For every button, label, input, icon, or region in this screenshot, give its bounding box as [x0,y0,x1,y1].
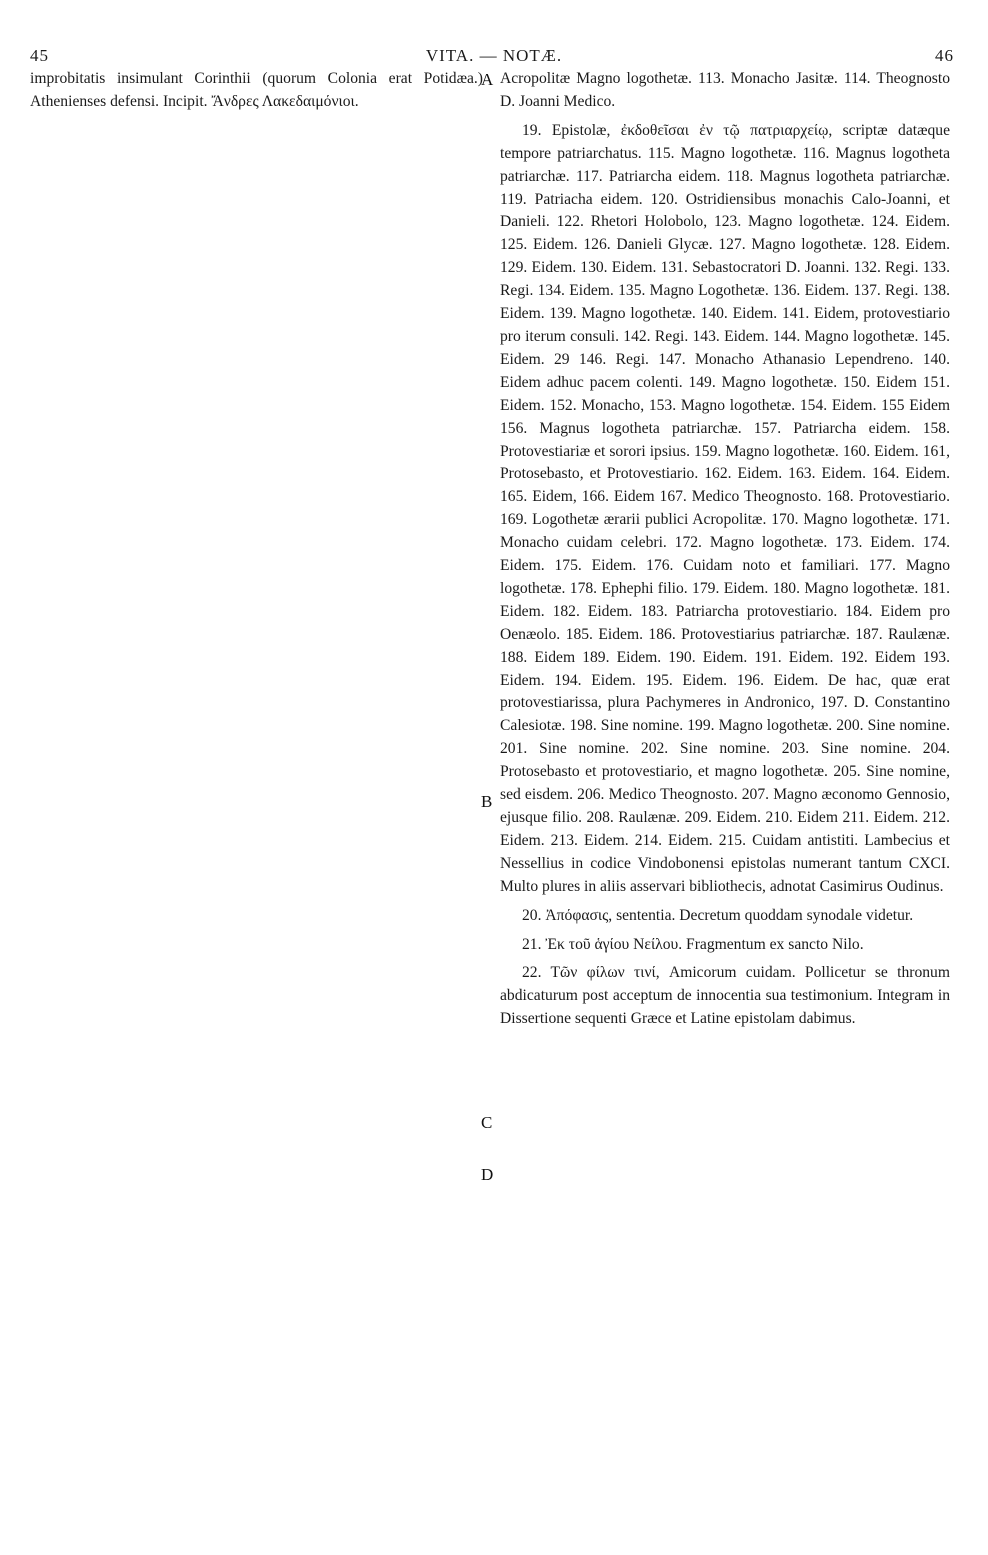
right-paragraph: 21. Ἐκ τοῦ ἁγίου Νείλου. Fragmentum ex sancto Nilo. [522,935,864,953]
right-paragraph: 20. Ἀπόφασις, sententia. Decretum quoddam synodale videtur. [522,906,914,924]
right-paragraph: 22. Τῶν φίλων τινί, Amicorum cuidam. Pollicetur se thronum abdicaturum post acceptum de innocentia sua testimonium. Integram in Dissertione sequenti Græce et Latine epistolam dabimus. [500,964,950,1028]
right-column [500,68,950,1031]
left-column [30,68,483,114]
margin-marker-c: C [481,1113,493,1132]
margin-marker-b: B [481,792,493,811]
left-page-number: 45 [30,46,49,65]
left-paragraph: improbitatis insimulant Corinthii (quorum Colonia erat Potidæa.) Athenienses defensi. Incipit. Ἄνδρες Λακεδαιμόνιοι. [30,70,483,110]
right-page-number: 46 [935,46,954,65]
right-paragraph: 19. Epistolæ, ἐκδοθεῖσαι ἐν τῷ πατριαρχείῳ, scriptæ datæque tempore patriarchatus. 115. Magno logothetæ. 116. Magnus logotheta patriarchæ. 117. Patriarcha eidem. 118. Magnus logotheta patriarchæ. 119. Patriacha eidem. 120. Ostridiensibus monachis Calo-Joanni, et Danieli. 122. Rhetori Holobolo, 123. Magno logothetæ. 124. Eidem. 125. Eidem. 126. Danieli Glycæ. 127. Magno logothetæ. 128. Eidem. 129. Eidem. 130. Eidem. 131. Sebastocratori D. Joanni. 132. Regi. 133. Regi. 134. Eidem. 135. Magno Logothetæ. 136. Eidem. 137. Regi. 138. Eidem. 139. Magno logothetæ. 140. Eidem. 141. Eidem, protovestiario pro iterum consuli. 142. Regi. 143. Eidem. 144. Magno logothetæ. 145. Eidem. 29 146. Regi. 147. Monacho Athanasio Lependreno. 140. Eidem adhuc pacem colenti. 149. Magno logothetæ. 150. Eidem 151. Eidem. 152. Monacho, 153. Magno logothetæ. 154. Eidem. 155 Eidem 156. Magnus logotheta patriarchæ. 157. Patriarcha eidem. 158. Protovestiariæ et sorori ipsius. 159. Magno logothetæ. 160. Eidem. 161, Protosebasto, et Protovestiario. 162. Eidem. 163. Eidem. 164. Eidem. 165. Eidem, 166. Eidem 167. Medico Theognosto. 168. Protovestiario. 169. Logothetæ ærarii publici Acropolitæ. 170. Magno logothetæ. 171. Monacho cuidam celebri. 172. Magno logothetæ. 173. Eidem. 174. Eidem. 175. Eidem. 176. Cuidam noto et familiari. 177. Magno logothetæ. 178. Ephephi filio. 179. Eidem. 180. Magno logothetæ. 181. Eidem. 182. Eidem. 183. Patriarcha protovestiario. 184. Eidem pro Oenæolo. 185. Eidem. 186. Protovestiarius patriarchæ. 187. Raulænæ. 188. Eidem 189. Eidem. 190. Eidem. 191. Eidem. 192. Eidem 193. Eidem. 194. Eidem. 195. Eidem. 196. Eidem. De hac, quæ erat protovestiarissa, plura Pachymeres in Andronico, 197. D. Constantino Calesiotæ. 198. Sine nomine. 199. Magno logothetæ. 200. Sine nomine. 201. Sine nomine. 202. Sine nomine. 203. Sine nomine. 204. Protosebasto et protovestiario, et magno logothetæ. 205. Sine nomine, sed eisdem. 206. Medico Theognosto. 207. Magno æconomo Gennosio, ejusque filio. 208. Raulænæ. 209. Eidem. 210. Eidem 211. Eidem. 212. Eidem. 213. Eidem. 214. Eidem. 215. Cuidam antistiti. Lambecius et Nessellius in codice Vindobonensi epistolas numerant tantum CXCI. Multo plures in aliis asservari bibliothecis, adnotat Casimirus Oudinus. [500,121,950,895]
margin-marker-d: D [481,1165,494,1184]
margin-marker-a: A [481,70,494,89]
running-title: VITA. — NOTÆ. [425,46,563,65]
right-paragraph: Acropolitæ Magno logothetæ. 113. Monacho Jasitæ. 114. Theognosto D. Joanni Medico. [500,70,950,110]
